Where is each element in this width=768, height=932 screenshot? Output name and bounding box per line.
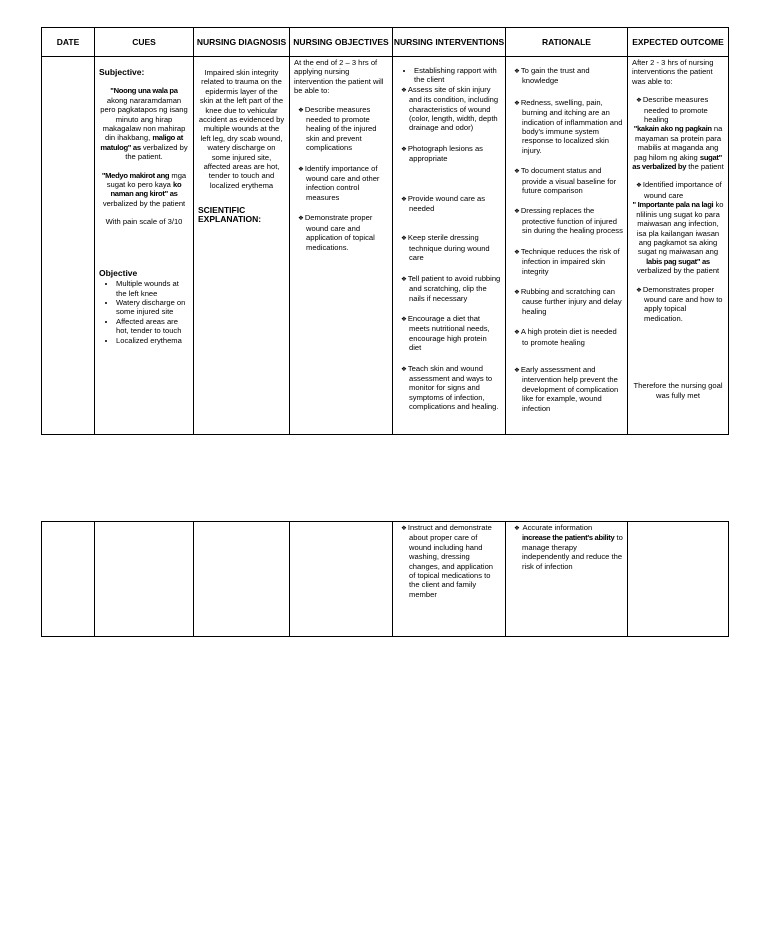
outcome-conclusion: Therefore the nursing goal was fully met: [633, 381, 723, 400]
subjective-cue-2: [99, 171, 189, 209]
list-item: ❖ Photograph lesions as appropriate: [397, 144, 501, 164]
rationale-cell: [506, 522, 628, 637]
objective-heading: Objective: [99, 267, 138, 278]
list-item: ❖ Identify importance of wound care and other infection control measures: [294, 164, 388, 203]
subjective-cue-1: [99, 86, 189, 161]
list-item: ❖ Encourage a diet that meets nutritional needs, encourage high protein diet: [397, 314, 501, 353]
header-expected-outcome: EXPECTED OUTCOME: [628, 28, 729, 57]
header-nursing-interventions: NURSING INTERVENTIONS: [393, 28, 506, 57]
quote-fragment: " Importante pala na lagi: [632, 200, 714, 210]
objectives-cell: [290, 522, 393, 637]
outcome-text: verbalized by the patient: [636, 266, 720, 276]
header-nursing-diagnosis: NURSING DIAGNOSIS: [194, 28, 290, 57]
list-item: ❖ Keep sterile dressing technique during wound care: [397, 233, 501, 262]
list-item: ❖ Redness, swelling, pain, burning and itching are an indication of inflammation and body's immune system response to localized skin injury.: [510, 98, 623, 155]
header-nursing-objectives: NURSING OBJECTIVES: [290, 28, 393, 57]
list-item: [510, 523, 623, 571]
rationale-cell: [506, 57, 628, 435]
list-item: ❖ Describe measures needed to promote healing of the injured skin and prevent complications: [294, 105, 388, 153]
list-item: ❖ Early assessment and intervention help prevent the development of complication like for example, wound infection: [510, 365, 623, 413]
cue-text: verbalized by the patient.: [125, 142, 188, 162]
list-item: ❖ Identified importance of wound care: [632, 180, 724, 200]
cue-text: akong nararamdaman pero pagkatapos ng isang minuto ang hirap makagalaw non mahirap din ihakbang,: [100, 95, 188, 143]
outcome-quote-1: [632, 124, 724, 171]
table-row: [42, 57, 729, 435]
rationale-text: to manage therapy independently and reduce the risk of infection: [522, 533, 623, 571]
cue-text: mga sugat ko pero kaya: [106, 170, 187, 190]
quote-fragment: maligo at matulog" as: [100, 133, 183, 152]
outcome-text: ko nlilinis ung sugat ko para maiwasan ang infection, isa pla kailangan iwasan ang pagkamot sa aking sugat ng maiwasan ang: [636, 200, 724, 257]
outcome-text: na mayaman sa protein para mabilis at maganda ang pag hilom ng aking: [634, 124, 723, 162]
header-date: DATE: [42, 28, 95, 57]
diagnosis-text: Impaired skin integrity related to trauma on the epidermis layer of the skin at the left part of the knee due to vehicular accident as evidenced by multiple wounds at the left leg, dry scab wound, watery discharge on some injured site, affected areas are hot, tender to touch and localized erythema: [198, 68, 285, 190]
date-cell: [42, 57, 95, 435]
outcome-cell: [628, 522, 729, 637]
list-item: ❖ To document status and provide a visual baseline for future comparison: [510, 166, 623, 195]
list-item: ❖ Provide wound care as needed: [397, 194, 501, 214]
cue-text: verbalized by the patient: [102, 198, 186, 208]
quote-fragment: increase the patient's ability: [522, 533, 615, 543]
list-item: ❖ A high protein diet is needed to promote healing: [510, 327, 623, 347]
outcome-text: the patient: [688, 162, 724, 172]
subjective-heading: Subjective:: [99, 67, 145, 77]
list-item: ❖ Demonstrates proper wound care and how to apply topical medication.: [632, 285, 724, 324]
list-item: ❖ Assess site of skin injury and its condition, including characteristics of wound (color, length, width, depth drainage and odor): [397, 85, 501, 133]
cues-cell: [95, 57, 194, 435]
list-item: • Multiple wounds at the left knee: [116, 279, 189, 298]
quote-fragment: labis pag sugat" as: [646, 256, 710, 266]
list-item: ❖ Rubbing and scratching can cause further injury and delay healing: [510, 287, 623, 316]
list-item: • Localized erythema: [116, 336, 189, 345]
list-item: • Watery discharge on some injured site: [116, 298, 189, 317]
list-item: • Affected areas are hot, tender to touch: [116, 317, 189, 336]
outcome-intro: After 2 - 3 hrs of nursing interventions the patient was able to:: [632, 58, 714, 86]
quote-fragment: "kakain ako ng pagkain: [633, 124, 712, 134]
cues-cell: [95, 522, 194, 637]
quote-fragment: ko naman ang kirot" as: [110, 180, 182, 199]
nursing-care-plan-table: [41, 27, 729, 435]
pain-scale: With pain scale of 3/10: [105, 217, 183, 227]
list-item: ❖ Tell patient to avoid rubbing and scratching, clip the nails if necessary: [397, 274, 501, 303]
outcome-quote-2: [632, 200, 724, 275]
list-item: ❖ Describe measures needed to promote healing: [632, 95, 724, 124]
header-rationale: RATIONALE: [506, 28, 628, 57]
scientific-explanation-heading: SCIENTIFIC EXPLANATION:: [198, 205, 262, 225]
list-item: ❖ Dressing replaces the protective function of injured sin during the healing process: [510, 206, 623, 235]
objective-list: [99, 279, 189, 345]
nursing-care-plan-continuation-table: [41, 521, 729, 637]
diagnosis-cell: [194, 57, 290, 435]
quote-fragment: "Noong una wala pa: [110, 86, 178, 96]
objectives-cell: [290, 57, 393, 435]
interventions-cell: [393, 57, 506, 435]
outcome-cell: [628, 57, 729, 435]
rationale-text: Accurate information: [522, 523, 593, 532]
date-cell: [42, 522, 95, 637]
list-item: ❖ Instruct and demonstrate about proper care of wound including hand washing, dressing changes, and application of topical medications to the client and family member: [397, 523, 501, 599]
list-item: ❖ To gain the trust and knowledge: [510, 66, 623, 86]
quote-fragment: "Medyo makirot ang: [101, 170, 170, 180]
quote-fragment: sugat" as verbalized by: [632, 152, 722, 172]
interventions-cell: [393, 522, 506, 637]
list-item: ❖ Technique reduces the risk of infection in impaired skin integrity: [510, 247, 623, 276]
list-item: • Establishing rapport with the client: [414, 66, 501, 85]
objectives-intro: At the end of 2 – 3 hrs of applying nursing intervention the patient will be able to:: [294, 58, 384, 96]
list-item: ❖ Teach skin and wound assessment and ways to monitor for signs and symptoms of infection, complications and healing.: [397, 364, 501, 412]
interventions-first-list: [397, 66, 501, 85]
table-row: [42, 522, 729, 637]
list-item: ❖ Demonstrate proper wound care and application of topical medications.: [294, 213, 388, 252]
diagnosis-cell: [194, 522, 290, 637]
header-row: [42, 28, 729, 57]
header-cues: CUES: [95, 28, 194, 57]
